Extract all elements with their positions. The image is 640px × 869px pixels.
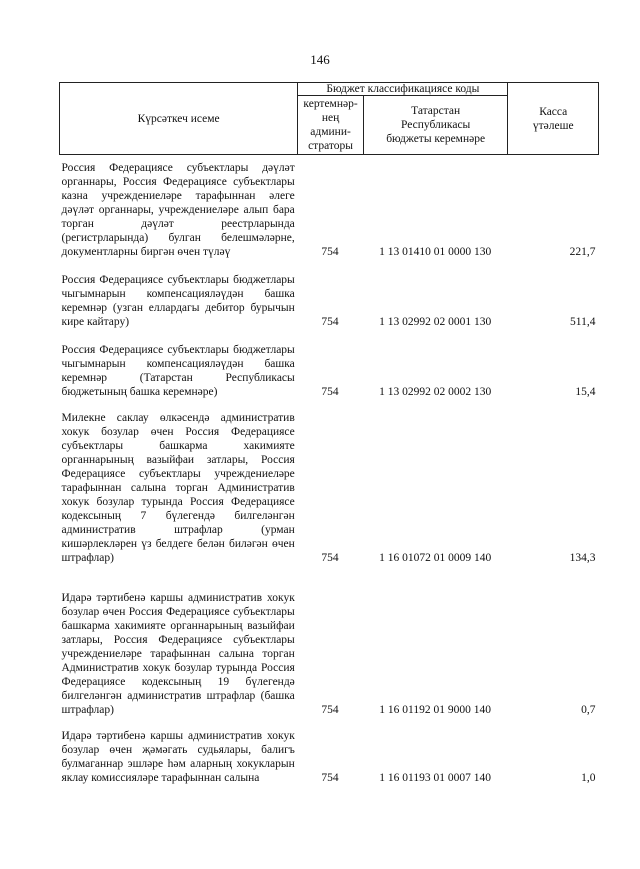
row-budget-code: 1 13 02992 02 0002 130 xyxy=(379,386,492,398)
row-amount: 15,4 xyxy=(575,386,596,398)
row-admin-code: 754 xyxy=(321,704,339,716)
budget-revenue-table xyxy=(59,82,599,785)
row-amount: 221,7 xyxy=(569,246,596,258)
row-name: Идарә тәртибенә каршы административ хокук бозулар өчен җәмәгать судьялары, балигъ булмаганнар эшләре һәм аларның хокукларын яклау комиссияләре тарафыннан салына xyxy=(61,730,295,784)
row-name: Идарә тәртибенә каршы административ хокук бозулар өчен Россия Федерациясе субъектлары башкарма хакимияте органнарының вазыйфаи затлары, Россия Федерациясе субъектлары учреждениеләре тарафыннан салына торган Административ хокук бозулар турында Россия Федерациясе кодексының 19 бүлегендә билгеләнгән административ штрафлар (башка штрафлар) xyxy=(61,592,295,716)
row-amount: 0,7 xyxy=(581,704,596,716)
table-row xyxy=(60,399,599,565)
page-number: 146 xyxy=(310,52,330,67)
header-administrators: кертемнәр- нең админи- страторы xyxy=(298,96,364,155)
row-name: Милекне саклау өлкәсендә административ хокук бозулар өчен Россия Федерациясе субъектлары башкарма хакимияте органнарының вазыйфаи затлары, Россия Федерациясе субъектлары учреждениеләре тарафыннан салына торган Административ хокук бозулар турында Россия Федерациясе кодексының 7 бүлегендә билгеләнгән административ штрафлар (урман кишәрлекләрен үз белдеге белән биләгән өчен штрафлар) xyxy=(61,412,295,564)
row-budget-code: 1 16 01072 01 0009 140 xyxy=(379,552,492,564)
row-budget-code: 1 13 01410 01 0000 130 xyxy=(379,246,492,258)
row-budget-code: 1 16 01192 01 9000 140 xyxy=(379,704,491,716)
row-amount: 134,3 xyxy=(569,552,596,564)
header-indicator-name: Күрсәткеч исеме xyxy=(60,83,298,155)
header-budget-code-group: Бюджет классификациясе коды xyxy=(298,83,508,96)
header-budget-revenues: Татарстан Республикасы бюджеты керемнәре xyxy=(363,96,508,155)
table-row xyxy=(60,329,599,399)
row-budget-code: 1 13 02992 02 0001 130 xyxy=(379,316,492,328)
row-admin-code: 754 xyxy=(321,552,339,564)
table-row xyxy=(60,717,599,785)
row-admin-code: 754 xyxy=(321,772,339,784)
row-admin-code: 754 xyxy=(321,386,339,398)
row-budget-code: 1 16 01193 01 0007 140 xyxy=(379,772,491,784)
table-row xyxy=(60,565,599,717)
row-amount: 511,4 xyxy=(570,316,596,328)
row-name: Россия Федерациясе субъектлары дәүләт органнары, Россия Федерациясе субъектлары казна учреждениеләре тарафыннан әлеге дәүләт органнары, учреждениеләре алып бара торган дәүләт реестрларында (регистрларында) булган белешмәләрне, документларны биргән өчен түләү xyxy=(61,162,295,258)
table-row xyxy=(60,259,599,329)
row-admin-code: 754 xyxy=(321,246,339,258)
row-name: Россия Федерациясе субъектлары бюджетлары чыгымнарын компенсацияләүдән башка керемнәр (Татарстан Республикасы бюджетының башка керемнәре) xyxy=(61,344,295,398)
row-amount: 1,0 xyxy=(581,772,596,784)
header-cash-execution: Касса үтәлеше xyxy=(508,83,599,155)
row-admin-code: 754 xyxy=(321,316,339,328)
row-name: Россия Федерациясе субъектлары бюджетлары чыгымнарын компенсацияләүдән башка керемнәр (узган еллардагы дебитор бурычын кире кайтару) xyxy=(61,274,295,328)
table-row xyxy=(60,155,599,260)
